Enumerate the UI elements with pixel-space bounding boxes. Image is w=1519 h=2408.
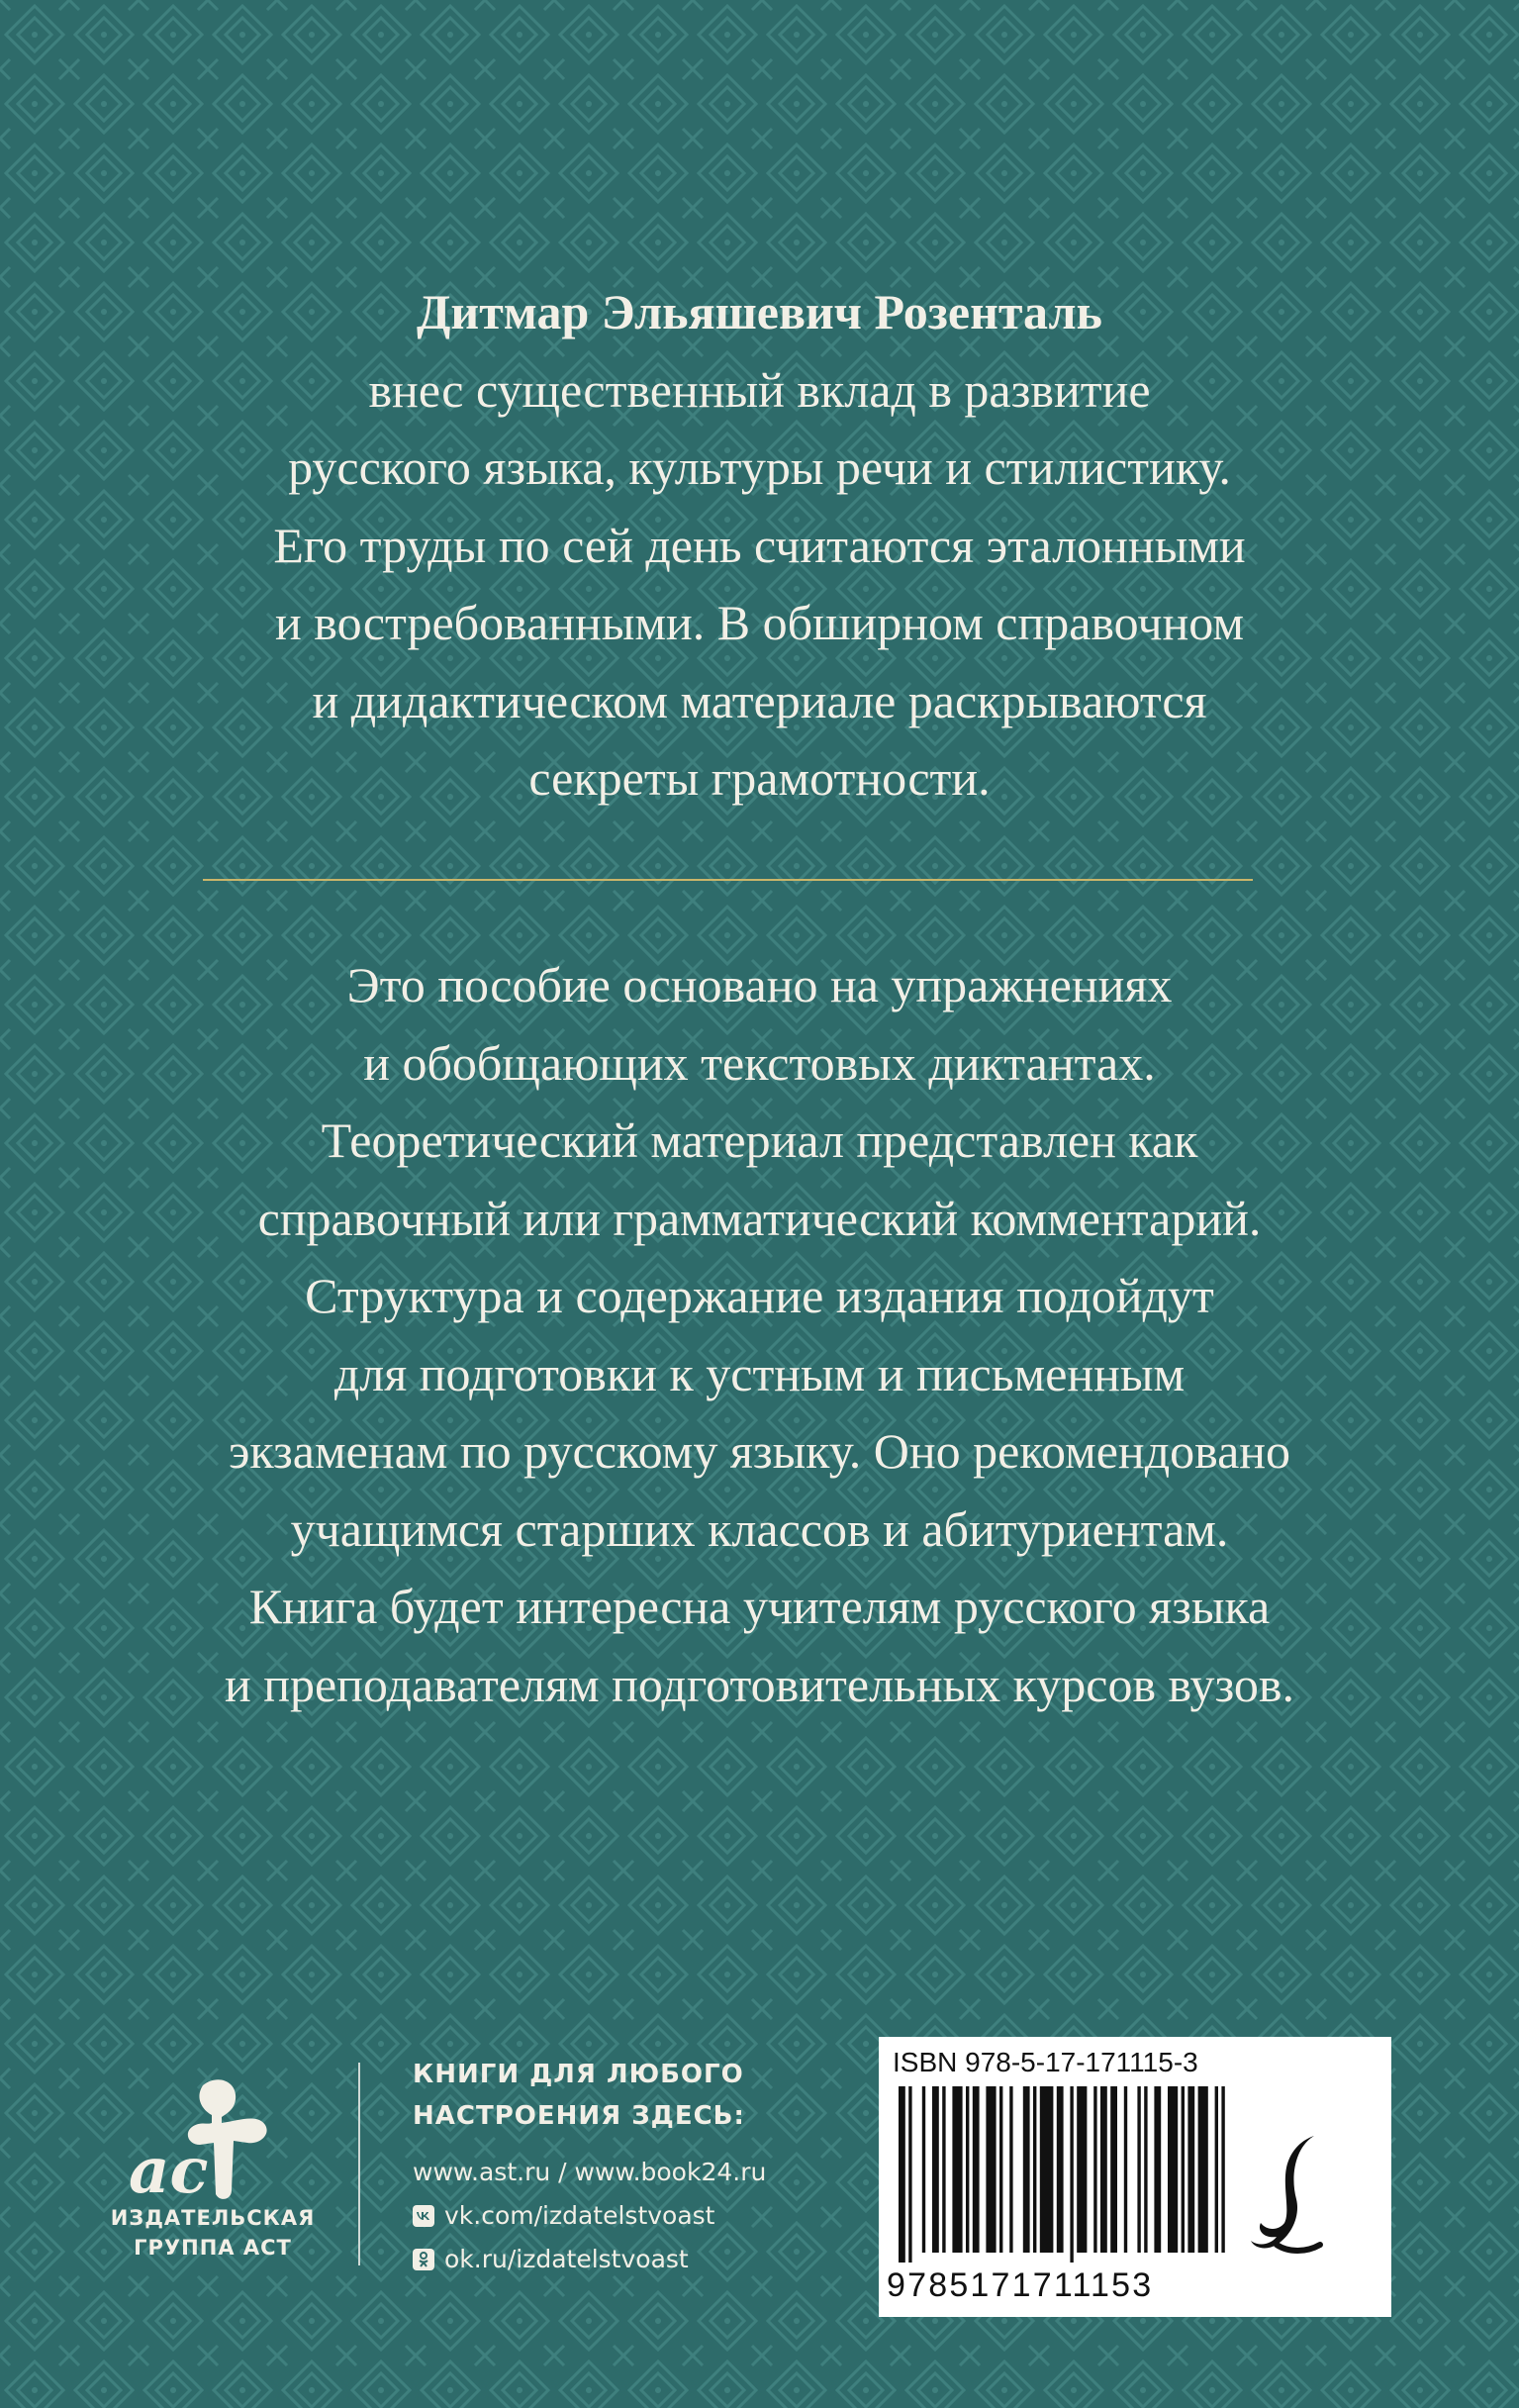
barcode-bar (1221, 2086, 1224, 2253)
barcode-bar (932, 2086, 939, 2253)
book-text-line: Это пособие основано на упражнениях (346, 957, 1173, 1012)
barcode-bar (899, 2086, 905, 2263)
barcode-bar (1182, 2086, 1185, 2253)
barcode-bar (922, 2086, 925, 2253)
ok-icon (413, 2249, 434, 2270)
barcode-bar (1137, 2086, 1140, 2253)
author-name: Дитмар Эльяшевич Розенталь (417, 284, 1102, 339)
feather-quill-icon (1237, 2128, 1356, 2276)
isbn-barcode-box (879, 2037, 1391, 2317)
publisher-caption (89, 2203, 336, 2263)
book-text-line: учащимся старших классов и абитуриентам. (290, 1500, 1229, 1557)
barcode-bar (1070, 2086, 1073, 2263)
book-text-line: Теоретический материал представлен как (321, 1112, 1198, 1168)
book-text-line: и обобщающих текстовых диктантах. (363, 1034, 1156, 1091)
links-heading: КНИГИ ДЛЯ ЛЮБОГО (413, 2060, 744, 2089)
barcode-bar (1144, 2086, 1147, 2253)
isbn-label: ISBN 978-5-17-171115-3 (893, 2047, 1198, 2077)
book-text-line: экзаменам по русскому языку. Оно рекомендовано (228, 1423, 1291, 1479)
barcode-bar (952, 2086, 962, 2253)
book-text-line: Книга будет интересна учителям русского языка (248, 1579, 1271, 1634)
vk-link-row[interactable] (413, 2194, 766, 2238)
barcode-bar (1077, 2086, 1087, 2253)
barcode-bar (1124, 2086, 1127, 2253)
barcode-bar (1093, 2086, 1096, 2253)
links-heading: НАСТРОЕНИЯ ЗДЕСЬ: (413, 2101, 745, 2131)
barcode-bar (942, 2086, 945, 2253)
vk-link[interactable]: vk.com/izdatelstvoast (444, 2201, 715, 2230)
author-text-line: секреты грамотности. (528, 750, 991, 806)
barcode-bar (1187, 2086, 1194, 2253)
publisher-links (413, 2054, 766, 2281)
barcode-bar (1023, 2086, 1030, 2253)
author-text-line: русского языка, культуры речи и стилистику. (288, 439, 1231, 495)
vertical-separator (358, 2063, 360, 2265)
barcode-bar (1009, 2086, 1012, 2253)
barcode-bar (1168, 2086, 1178, 2253)
publisher-caption-line: ИЗДАТЕЛЬСКАЯ (110, 2206, 316, 2230)
barcode-bar (973, 2086, 980, 2253)
barcode-bar (1215, 2086, 1218, 2253)
website-links[interactable]: www.ast.ru / www.book24.ru (413, 2158, 767, 2186)
barcode-bar (999, 2086, 1002, 2253)
book-description (0, 946, 1519, 1723)
barcode-bar (1154, 2086, 1161, 2253)
barcode-bar (1040, 2086, 1054, 2253)
author-text-line: Его труды по сей день считаются эталонными (273, 517, 1246, 573)
barcode-bar (966, 2086, 969, 2253)
book-text-line: Структура и содержание издания подойдут (305, 1268, 1214, 1323)
barcode-bar (986, 2086, 996, 2253)
gold-divider (203, 879, 1253, 881)
barcode-bar (1198, 2086, 1208, 2253)
ok-link[interactable]: ok.ru/izdatelstvoast (444, 2245, 689, 2273)
author-text-line: и востребованными. В обширном справочном (275, 595, 1244, 650)
book-text-line: и преподавателям подготовительных курсов вузов. (224, 1656, 1295, 1712)
barcode-bar (1110, 2086, 1117, 2253)
author-text-line: и дидактическом материале раскрываются (312, 672, 1207, 728)
barcode-bar (1100, 2086, 1107, 2253)
vk-icon (413, 2205, 434, 2227)
publisher-caption-line: ГРУППА АСТ (134, 2236, 292, 2260)
ok-link-row[interactable] (413, 2238, 766, 2281)
barcode-bar (908, 2086, 911, 2263)
author-description (0, 273, 1519, 818)
barcode-bar (1057, 2086, 1064, 2253)
barcode (893, 2086, 1227, 2263)
barcode-digits: 9785171711153 (887, 2266, 1154, 2304)
barcode-bar (1033, 2086, 1036, 2253)
logo-text: ac (129, 2134, 209, 2208)
author-text-line: внес существенный вклад в развитие (368, 361, 1151, 418)
book-text-line: справочный или грамматический комментарий. (257, 1190, 1262, 1246)
book-text-line: для подготовки к устным и письменным (333, 1345, 1186, 1401)
